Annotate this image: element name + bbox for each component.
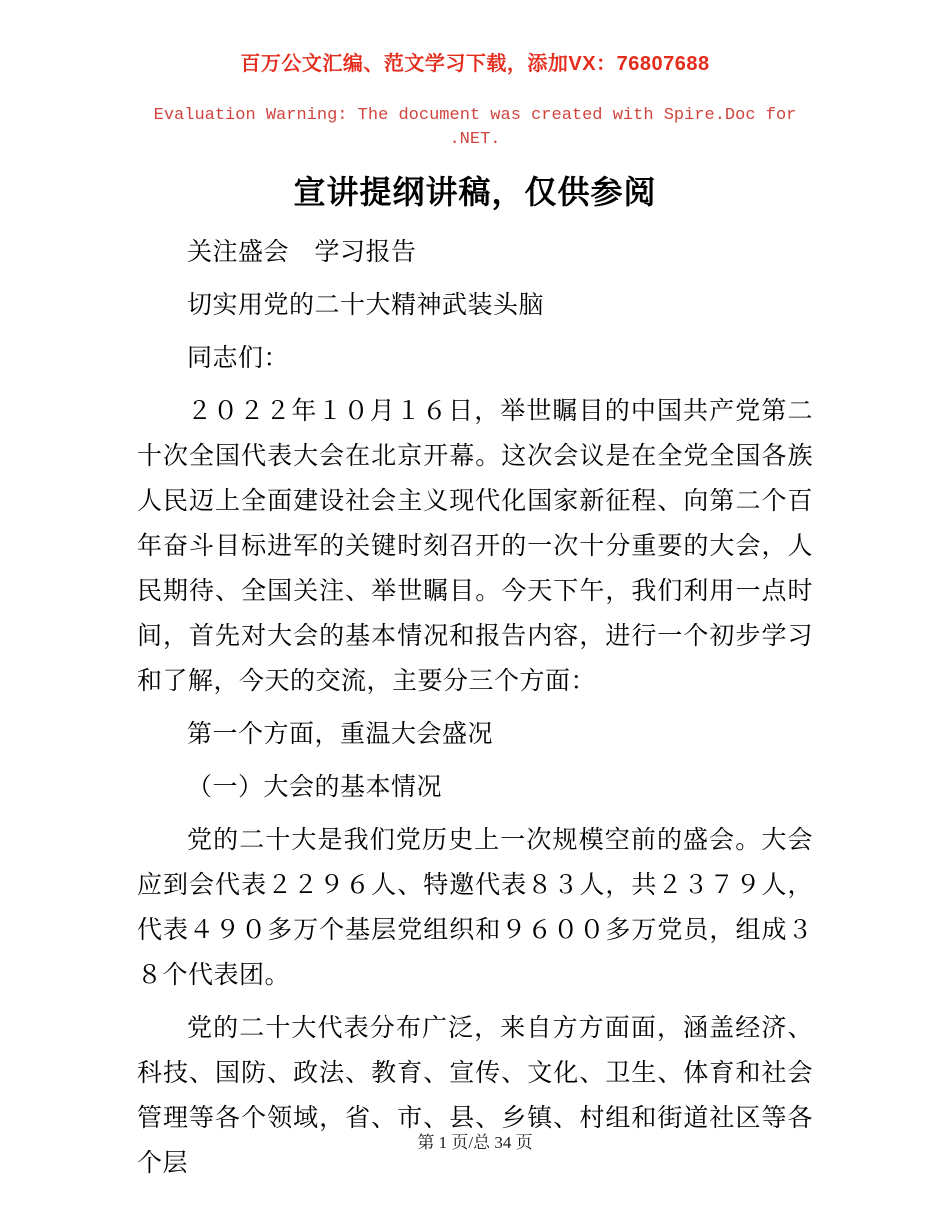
paragraph-body-1: ２０２２年１０月１６日，举世瞩目的中国共产党第二十次全国代表大会在北京开幕。这次会议是在全党全国各族人民迈上全面建设社会主义现代化国家新征程、向第二个百年奋斗目标进军的关键时刻召开的一次十分重要的大会，人民期待、全国关注、举世瞩目。今天下午，我们利用一点时间，首先对大会的基本情况和报告内容，进行一个初步学习和了解，今天的交流，主要分三个方面： xyxy=(137,397,813,695)
document-content xyxy=(0,50,950,1186)
paragraph-body-3: 党的二十大代表分布广泛，来自方方面面，涵盖经济、科技、国防、政法、教育、宣传、文化、卫生、体育和社会管理等各个领域，省、市、县、乡镇、村组和街道社区等各个层 xyxy=(137,1014,813,1177)
page-number-footer: 第 1 页/总 34 页 xyxy=(417,1133,533,1152)
paragraph-salutation: 同志们： xyxy=(187,344,290,372)
document-body xyxy=(137,230,813,1186)
promo-header-text: 百万公文汇编、范文学习下载，添加VX：76807688 xyxy=(240,53,710,75)
evaluation-warning-text: Evaluation Warning: The document was created with Spire.Doc for .NET. xyxy=(153,106,797,149)
paragraph-section-heading: 第一个方面，重温大会盛况 xyxy=(187,720,494,748)
paragraph-topic-line: 关注盛会 学习报告 xyxy=(187,238,417,266)
paragraph-body-2: 党的二十大是我们党历史上一次规模空前的盛会。大会应到会代表２２９６人、特邀代表８３人，共２３７９人，代表４９０多万个基层党组织和９６００多万党员，组成３８个代表团。 xyxy=(137,826,813,989)
paragraph-subtitle: 切实用党的二十大精神武装头脑 xyxy=(187,291,545,319)
document-title: 宣讲提纲讲稿，仅供参阅 xyxy=(293,174,657,210)
paragraph-subsection-heading: （一）大会的基本情况 xyxy=(187,773,443,801)
